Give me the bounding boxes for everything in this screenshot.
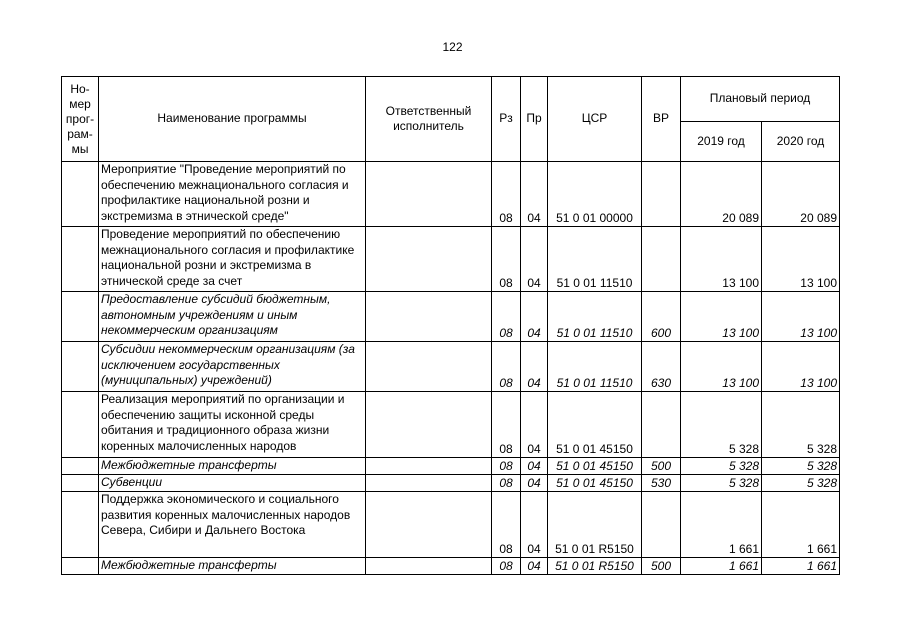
- cell-csr: 51 0 01 11510: [548, 342, 642, 392]
- cell-executor: [366, 475, 492, 492]
- table-row: [62, 492, 840, 558]
- cell-year-2020: 1 661: [762, 558, 840, 575]
- cell-program-name: Реализация мероприятий по организации и обеспечению защиты исконной среды обитания и традиционного образа жизни коренных малочисленных народов: [99, 392, 366, 458]
- cell-vr: 630: [642, 342, 681, 392]
- cell-program-name: Мероприятие "Проведение мероприятий по обеспечению межнационального согласия и профилактике национальной розни и экстремизма в этнической среде": [99, 162, 366, 227]
- header-year-2019: 2019 год: [681, 122, 762, 162]
- cell-year-2019: 5 328: [681, 475, 762, 492]
- cell-rz: 08: [492, 292, 521, 342]
- cell-year-2020: 13 100: [762, 292, 840, 342]
- table-row: [62, 558, 840, 575]
- cell-rz: 08: [492, 492, 521, 558]
- cell-pr: 04: [521, 342, 548, 392]
- header-program-name: Наименование программы: [99, 77, 366, 162]
- cell-csr: 51 0 01 45150: [548, 458, 642, 475]
- cell-program-name: Поддержка экономического и социального развития коренных малочисленных народов Севера, Сибири и Дальнего Востока: [99, 492, 366, 558]
- cell-year-2019: 5 328: [681, 458, 762, 475]
- cell-csr: 51 0 01 45150: [548, 475, 642, 492]
- cell-program-name: Межбюджетные трансферты: [99, 458, 366, 475]
- cell-pr: 04: [521, 458, 548, 475]
- cell-vr: 530: [642, 475, 681, 492]
- cell-year-2019: 13 100: [681, 227, 762, 292]
- table-row: [62, 162, 840, 227]
- header-year-2020: 2020 год: [762, 122, 840, 162]
- cell-executor: [366, 492, 492, 558]
- cell-pr: 04: [521, 475, 548, 492]
- cell-program-name: Предоставление субсидий бюджетным, автономным учреждениям и иным некоммерческим организациям: [99, 292, 366, 342]
- cell-vr: [642, 227, 681, 292]
- cell-vr: 500: [642, 558, 681, 575]
- header-csr: ЦСР: [548, 77, 642, 162]
- cell-year-2020: 1 661: [762, 492, 840, 558]
- table-body: [62, 162, 840, 575]
- header-vr: ВР: [642, 77, 681, 162]
- cell-year-2019: 13 100: [681, 342, 762, 392]
- cell-csr: 51 0 01 R5150: [548, 558, 642, 575]
- cell-program-name: Субвенции: [99, 475, 366, 492]
- table-row: [62, 392, 840, 458]
- cell-executor: [366, 558, 492, 575]
- cell-program-number: [62, 475, 99, 492]
- cell-pr: 04: [521, 292, 548, 342]
- cell-program-name: Проведение мероприятий по обеспечению межнационального согласия и профилактике национальной розни и экстремизма в этнической среде за счет: [99, 227, 366, 292]
- cell-executor: [366, 392, 492, 458]
- cell-vr: 600: [642, 292, 681, 342]
- cell-year-2019: 13 100: [681, 292, 762, 342]
- header-executor: Ответственный исполнитель: [366, 77, 492, 162]
- cell-year-2020: 5 328: [762, 458, 840, 475]
- cell-rz: 08: [492, 392, 521, 458]
- header-pr: Пр: [521, 77, 548, 162]
- cell-executor: [366, 292, 492, 342]
- cell-csr: 51 0 01 11510: [548, 292, 642, 342]
- cell-vr: [642, 162, 681, 227]
- cell-year-2020: 20 089: [762, 162, 840, 227]
- budget-table: [61, 76, 840, 575]
- cell-pr: 04: [521, 162, 548, 227]
- cell-pr: 04: [521, 227, 548, 292]
- cell-pr: 04: [521, 558, 548, 575]
- table-header: [62, 77, 840, 162]
- cell-year-2019: 1 661: [681, 492, 762, 558]
- cell-program-number: [62, 162, 99, 227]
- cell-executor: [366, 162, 492, 227]
- cell-csr: 51 0 01 R5150: [548, 492, 642, 558]
- page-number: 122: [442, 40, 463, 54]
- cell-rz: 08: [492, 342, 521, 392]
- cell-csr: 51 0 01 00000: [548, 162, 642, 227]
- cell-year-2019: 1 661: [681, 558, 762, 575]
- cell-program-number: [62, 458, 99, 475]
- cell-program-number: [62, 342, 99, 392]
- cell-csr: 51 0 01 11510: [548, 227, 642, 292]
- cell-executor: [366, 342, 492, 392]
- cell-program-number: [62, 558, 99, 575]
- cell-vr: [642, 392, 681, 458]
- cell-executor: [366, 458, 492, 475]
- cell-vr: 500: [642, 458, 681, 475]
- cell-rz: 08: [492, 458, 521, 475]
- cell-year-2019: 20 089: [681, 162, 762, 227]
- cell-year-2020: 13 100: [762, 342, 840, 392]
- cell-executor: [366, 227, 492, 292]
- cell-program-name: Межбюджетные трансферты: [99, 558, 366, 575]
- header-planning-period: Плановый период: [681, 77, 840, 122]
- cell-year-2020: 13 100: [762, 227, 840, 292]
- table-row: [62, 342, 840, 392]
- cell-rz: 08: [492, 227, 521, 292]
- cell-rz: 08: [492, 475, 521, 492]
- table-row: [62, 292, 840, 342]
- cell-program-name: Субсидии некоммерческим организациям (за исключением государственных (муниципальных) учреждений): [99, 342, 366, 392]
- table-row: [62, 475, 840, 492]
- cell-rz: 08: [492, 558, 521, 575]
- cell-year-2020: 5 328: [762, 392, 840, 458]
- header-rz: Рз: [492, 77, 521, 162]
- cell-pr: 04: [521, 492, 548, 558]
- cell-csr: 51 0 01 45150: [548, 392, 642, 458]
- cell-year-2020: 5 328: [762, 475, 840, 492]
- table-row: [62, 458, 840, 475]
- cell-pr: 04: [521, 392, 548, 458]
- header-program-number: Но-мер прог-рам-мы: [62, 77, 99, 162]
- cell-program-number: [62, 392, 99, 458]
- cell-vr: [642, 492, 681, 558]
- cell-rz: 08: [492, 162, 521, 227]
- cell-program-number: [62, 292, 99, 342]
- table-row: [62, 227, 840, 292]
- cell-program-number: [62, 492, 99, 558]
- cell-program-number: [62, 227, 99, 292]
- cell-year-2019: 5 328: [681, 392, 762, 458]
